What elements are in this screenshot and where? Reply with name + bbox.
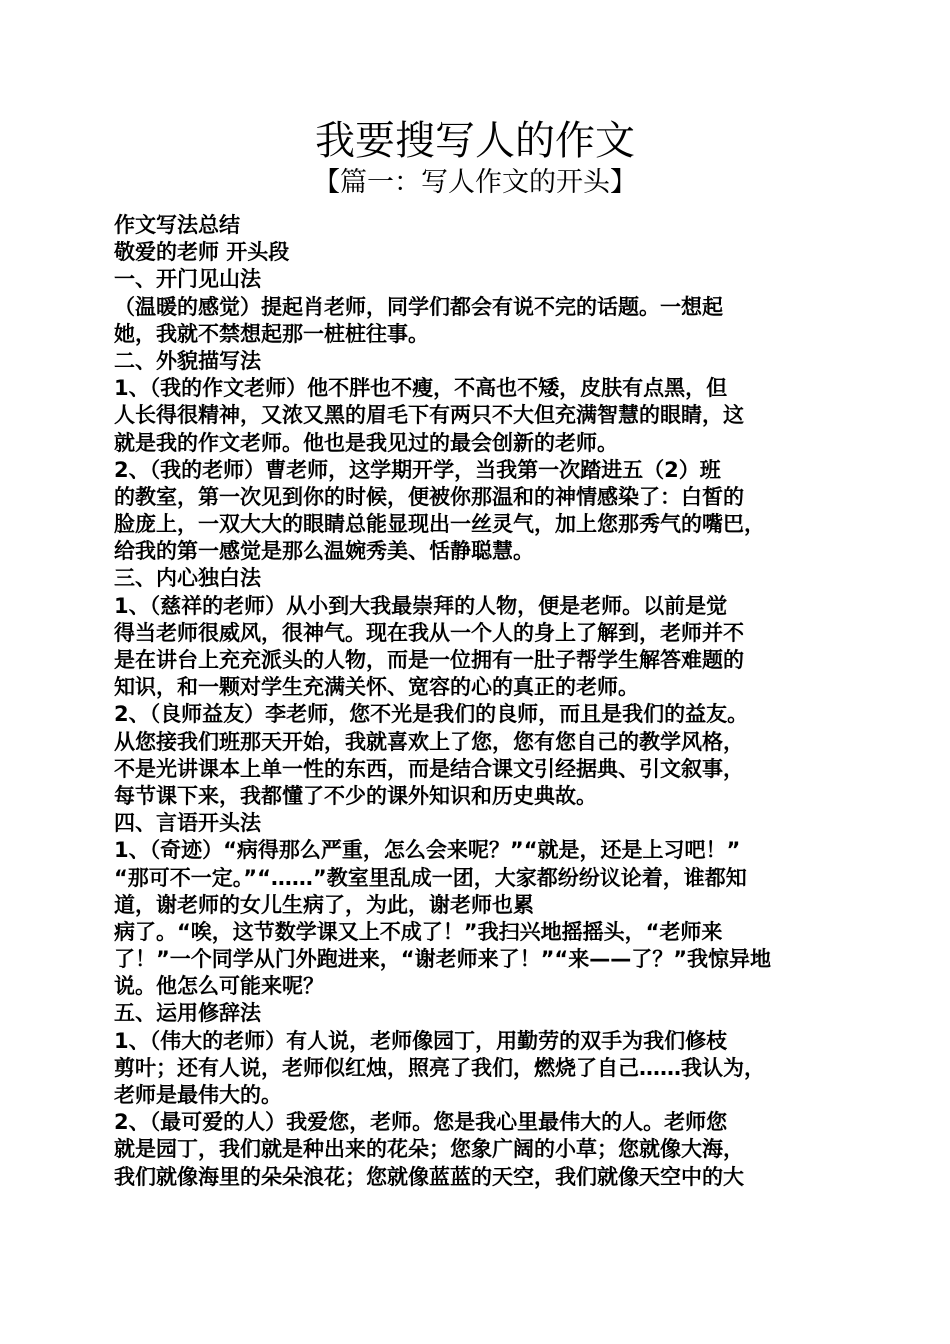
text-line: 得当老师很威风，很神气。现在我从一个人的身上了解到，老师并不	[114, 620, 744, 645]
text-line: 知识，和一颗对学生充满关怀、宽容的心的真正的老师。	[114, 675, 639, 700]
text-line: 作文写法总结	[114, 213, 240, 237]
text-line: “那可不一定。”“……”教室里乱成一团，大家都纷纷议论着，谁都知	[114, 865, 747, 890]
text-line: 剪叶；还有人说，老师似红烛，照亮了我们，燃烧了自己……我认为，	[114, 1055, 765, 1080]
text-line: 从您接我们班那天开始，我就喜欢上了您，您有您自己的教学风格，	[114, 729, 744, 754]
text-line: （温暖的感觉）提起肖老师，同学们都会有说不完的话题。一想起	[114, 294, 723, 319]
text-line: 老师是最伟大的。	[114, 1083, 282, 1107]
text-line: 她，我就不禁想起那一桩桩往事。	[114, 321, 429, 346]
text-line: 就是园丁，我们就是种出来的花朵；您象广阔的小草；您就像大海，	[114, 1137, 744, 1162]
text-line: 1、（我的作文老师）他不胖也不瘦，不高也不矮，皮肤有点黑，但	[114, 376, 728, 401]
text-line: 给我的第一感觉是那么温婉秀美、恬静聪慧。	[114, 539, 534, 564]
text-line: 脸庞上，一双大大的眼睛总能显现出一丝灵气，加上您那秀气的嘴巴，	[114, 512, 765, 537]
section-heading: 五、运用修辞法	[114, 1001, 261, 1026]
section-heading: 一、开门见山法	[114, 267, 261, 292]
text-line: 我们就像海里的朵朵浪花；您就像蓝蓝的天空，我们就像天空中的大	[114, 1164, 744, 1189]
text-line: 人长得很精神，又浓又黑的眉毛下有两只不大但充满智慧的眼睛，这	[114, 403, 744, 428]
text-line: 了！”一个同学从门外跑进来，“谢老师来了！”“来——了？”我惊异地	[114, 947, 772, 972]
text-line: 2、（我的老师）曹老师，这学期开学，当我第一次踏进五（2）班	[114, 457, 721, 482]
section-heading: 三、内心独白法	[114, 566, 261, 591]
text-line: 1、（奇迹）“病得那么严重，怎么会来呢？”“就是，还是上习吧！”	[114, 838, 741, 863]
text-line: 就是我的作文老师。他也是我见过的最会创新的老师。	[114, 430, 618, 455]
section-heading: 二、外貌描写法	[114, 348, 261, 373]
text-line: 是在讲台上充充派头的人物，而是一位拥有一肚子帮学生解答难题的	[114, 648, 744, 672]
document-title: 我要搜写人的作文	[315, 118, 635, 164]
text-line: 说。他怎么可能来呢？	[114, 974, 324, 999]
text-line: 2、（良师益友）李老师，您不光是我们的良师，而且是我们的益友。	[114, 702, 749, 727]
text-line: 1、（慈祥的老师）从小到大我最崇拜的人物，便是老师。以前是觉	[114, 593, 728, 618]
text-line: 的教室，第一次见到你的时候，便被你那温和的神情感染了：白皙的	[114, 484, 744, 509]
text-line: 2、（最可爱的人）我爱您，老师。您是我心里最伟大的人。老师您	[114, 1110, 728, 1135]
document-body	[114, 212, 844, 1191]
text-line: 敬爱的老师 开头段	[114, 240, 290, 265]
text-line: 病了。“唉，这节数学课又上不成了！”我扫兴地摇摇头，“老师来	[114, 919, 723, 944]
document-subtitle: 【篇一：写人作文的开头】	[313, 167, 637, 198]
text-line: 1、（伟大的老师）有人说，老师像园丁，用勤劳的双手为我们修枝	[114, 1028, 728, 1053]
text-line: 每节课下来，我都懂了不少的课外知识和历史典故。	[114, 783, 597, 808]
section-heading: 四、言语开头法	[114, 811, 261, 836]
text-line: 道，谢老师的女儿生病了，为此，谢老师也累	[114, 892, 534, 917]
text-line: 不是光讲课本上单一性的东西，而是结合课文引经据典、引文叙事，	[114, 756, 744, 781]
